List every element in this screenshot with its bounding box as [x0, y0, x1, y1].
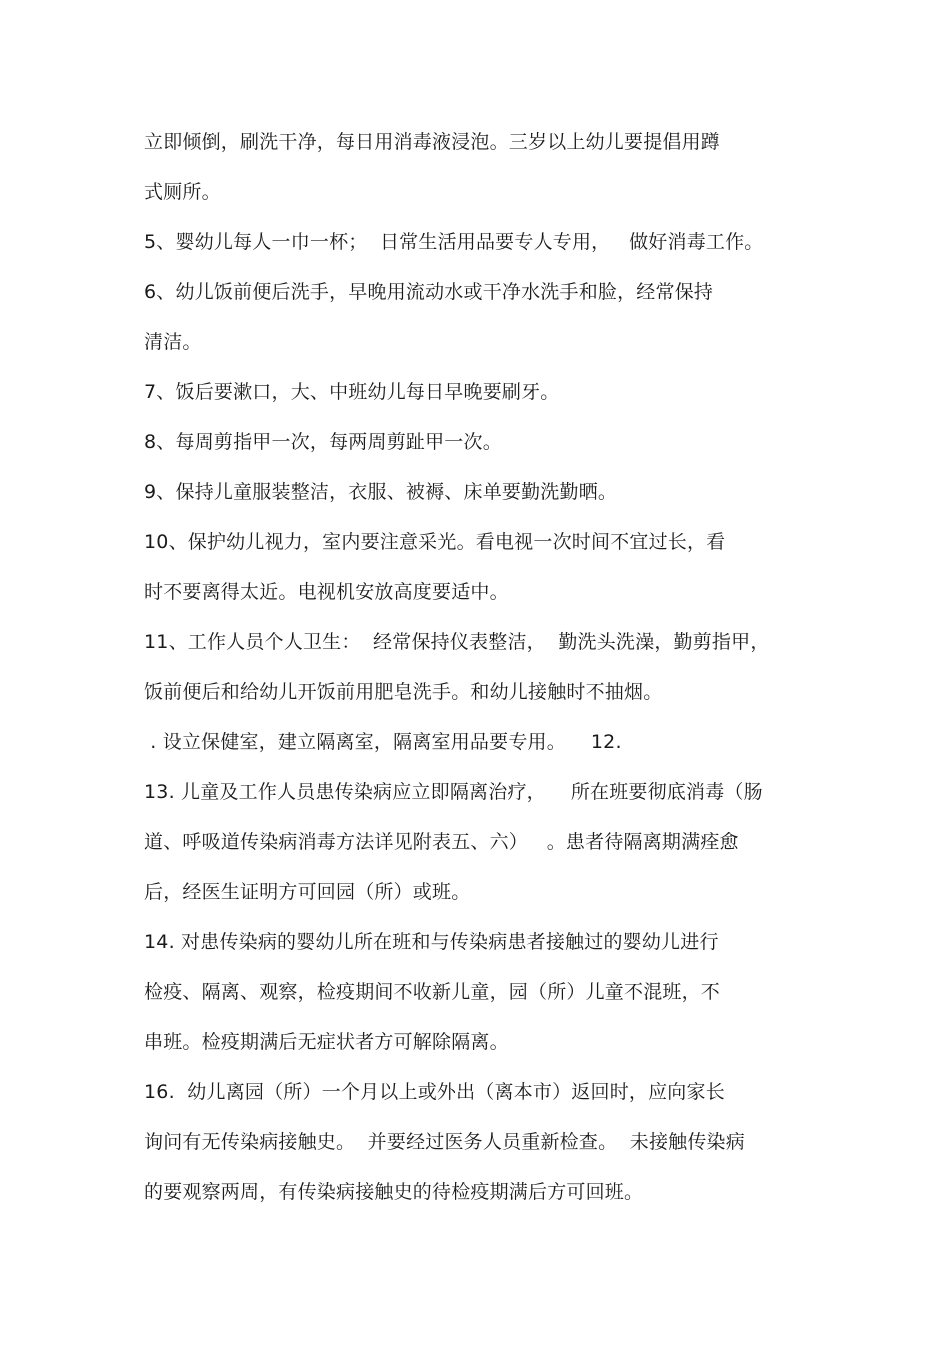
text-line: 5、婴幼儿每人一巾一杯； 日常生活用品要专人专用， 做好消毒工作。 [144, 231, 764, 253]
text-line: 后，经医生证明方可回园（所）或班。 [144, 881, 471, 903]
text-line: 9、保持儿童服装整洁，衣服、被褥、床单要勤洗勤晒。 [144, 481, 618, 503]
text-line: 检疫、隔离、观察，检疫期间不收新儿童，园（所）儿童不混班，不 [144, 981, 721, 1003]
text-line: 6、幼儿饭前便后洗手，早晚用流动水或干净水洗手和脸，经常保持 [144, 281, 714, 303]
text-line: 清洁。 [144, 331, 202, 353]
text-line: 时不要离得太近。电视机安放高度要适中。 [144, 581, 509, 603]
text-line: 14. 对患传染病的婴幼儿所在班和与传染病患者接触过的婴幼儿进行 [144, 931, 719, 953]
text-line: 16. 幼儿离园（所）一个月以上或外出（离本市）返回时，应向家长 [144, 1081, 725, 1103]
text-line: 道、呼吸道传染病消毒方法详见附表五、六） 。患者待隔离期满痊愈 [144, 831, 739, 853]
text-line: 的要观察两周，有传染病接触史的待检疫期满后方可回班。 [144, 1181, 644, 1203]
text-line: 询问有无传染病接触史。 并要经过医务人员重新检查。 未接触传染病 [144, 1131, 745, 1153]
text-line: 11、工作人员个人卫生： 经常保持仪表整洁， 勤洗头洗澡，勤剪指甲， [144, 631, 770, 653]
text-line: 8、每周剪指甲一次，每两周剪趾甲一次。 [144, 431, 502, 453]
text-line: 饭前便后和给幼儿开饭前用肥皂洗手。和幼儿接触时不抽烟。 [144, 681, 663, 703]
text-line: . 设立保健室，建立隔离室，隔离室用品要专用。 12. [144, 731, 622, 753]
text-line: 13. 儿童及工作人员患传染病应立即隔离治疗， 所在班要彻底消毒（肠 [144, 781, 763, 803]
text-line: 式厕所。 [144, 181, 221, 203]
text-line: 7、饭后要漱口，大、中班幼儿每日早晚要刷牙。 [144, 381, 560, 403]
text-line: 10、保护幼儿视力，室内要注意采光。看电视一次时间不宜过长，看 [144, 531, 726, 553]
text-line: 串班。检疫期满后无症状者方可解除隔离。 [144, 1031, 509, 1053]
text-line: 立即倾倒，刷洗干净，每日用消毒液浸泡。三岁以上幼儿要提倡用蹲 [144, 131, 721, 153]
